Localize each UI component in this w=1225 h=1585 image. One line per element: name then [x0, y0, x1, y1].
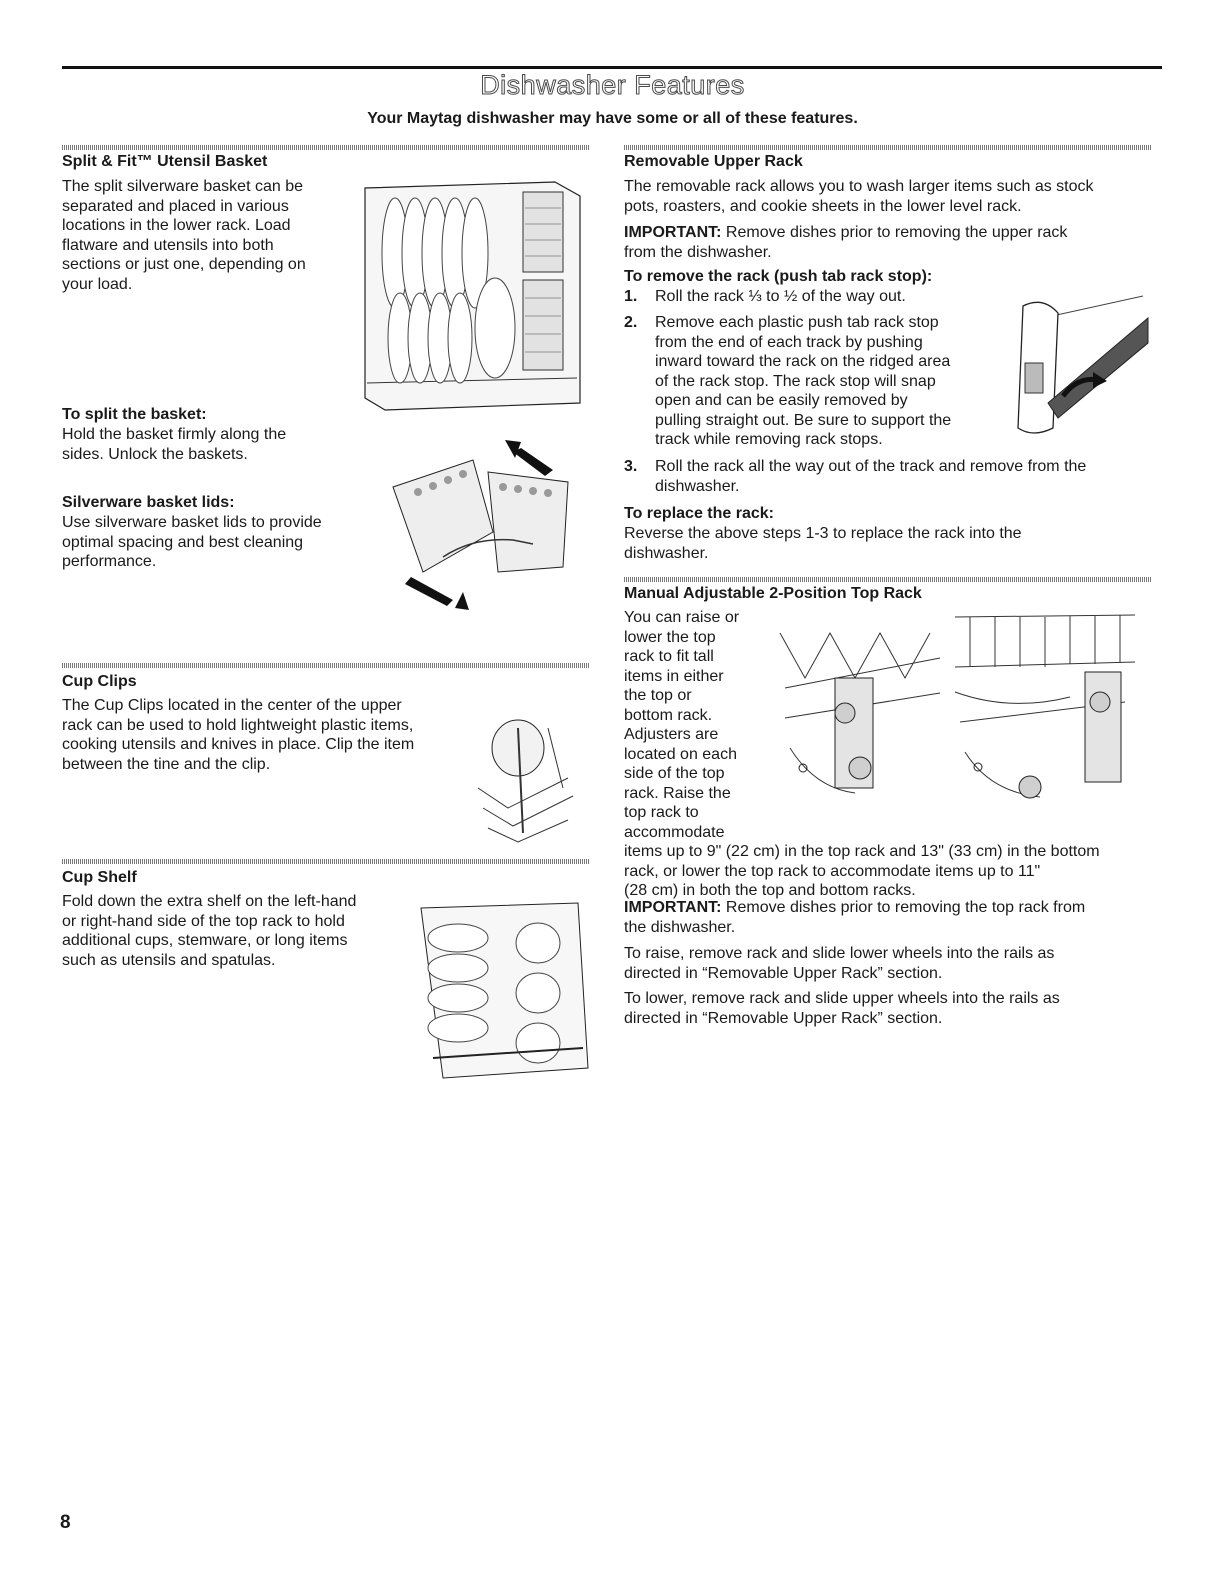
- top-rule: [62, 66, 1162, 69]
- page-title: Dishwasher Features: [480, 70, 745, 100]
- adjuster-right-illustration: [950, 612, 1140, 812]
- section-divider: [62, 145, 589, 150]
- remove-rack-heading: To remove the rack (push tab rack stop):: [624, 268, 933, 285]
- basket-split-illustration: [383, 432, 583, 612]
- utensil-basket-heading: Split & Fit™ Utensil Basket: [62, 153, 268, 170]
- rack-stop-illustration: [1003, 288, 1153, 448]
- section-divider: [624, 577, 1151, 582]
- cup-shelf-text: Fold down the extra shelf on the left-hand or right-hand side of the top rack to hold additional cups, stemware, or long items such as utensils and spatulas.: [62, 893, 357, 969]
- adjustable-rack-intro: You can raise or lower the top rack to fit tall items in either the top or bottom rack. Adjusters are located on each side of the top rack. Raise the top rack to accommodate items up to 9" (22 cm) in the top rack and 13" (33 cm) in the bottom rack, or lower the top rack to accommodate items up to 11" (28 cm) in both the top and bottom racks.: [624, 609, 1100, 899]
- section-divider: [624, 145, 1151, 150]
- cup-clips-text: The Cup Clips located in the center of the upper rack can be used to hold lightweight plastic items, cooking utensils and knives in place. Clip the item between the tine and the clip.: [62, 697, 415, 773]
- split-basket-text: Hold the basket firmly along the sides. Unlock the baskets.: [62, 426, 287, 463]
- utensil-basket-intro: The split silverware basket can be separated and placed in various locations in the lower rack. Load flatware and utensils into both sections or just one, depending on your load.: [62, 178, 306, 293]
- adjustable-rack-heading: Manual Adjustable 2-Position Top Rack: [624, 585, 922, 602]
- section-divider: [62, 663, 589, 668]
- adjuster-left-illustration: [775, 618, 950, 808]
- replace-rack-heading: To replace the rack:: [624, 505, 774, 522]
- cup-shelf-heading: Cup Shelf: [62, 869, 137, 886]
- page-number: 8: [60, 1512, 71, 1533]
- page-subtitle: Your Maytag dishwasher may have some or all of these features.: [367, 110, 858, 127]
- lids-text: Use silverware basket lids to provide optimal spacing and best cleaning performance.: [62, 514, 322, 570]
- section-divider: [62, 859, 589, 864]
- replace-rack-text: Reverse the above steps 1-3 to replace the rack into the dishwasher.: [624, 525, 1022, 562]
- upper-rack-heading: Removable Upper Rack: [624, 153, 803, 170]
- cup-clips-heading: Cup Clips: [62, 673, 137, 690]
- raise-rack-text: To raise, remove rack and slide lower wheels into the rails as directed in “Removable Upper Rack” section.: [624, 945, 1055, 982]
- split-basket-heading: To split the basket:: [62, 406, 207, 423]
- cup-shelf-illustration: [413, 898, 593, 1083]
- adjustable-rack-important: IMPORTANT: Remove dishes prior to removing the top rack from the dishwasher.: [624, 899, 1086, 936]
- cup-clip-illustration: [468, 708, 583, 843]
- lower-rack-illustration: [355, 178, 585, 418]
- lower-rack-text: To lower, remove rack and slide upper wheels into the rails as directed in “Removable Upper Rack” section.: [624, 990, 1060, 1027]
- upper-rack-important: IMPORTANT: Remove dishes prior to removing the upper rack from the dishwasher.: [624, 224, 1068, 261]
- lids-heading: Silverware basket lids:: [62, 494, 235, 511]
- upper-rack-intro: The removable rack allows you to wash larger items such as stock pots, roasters, and cookie sheets in the lower level rack.: [624, 178, 1094, 215]
